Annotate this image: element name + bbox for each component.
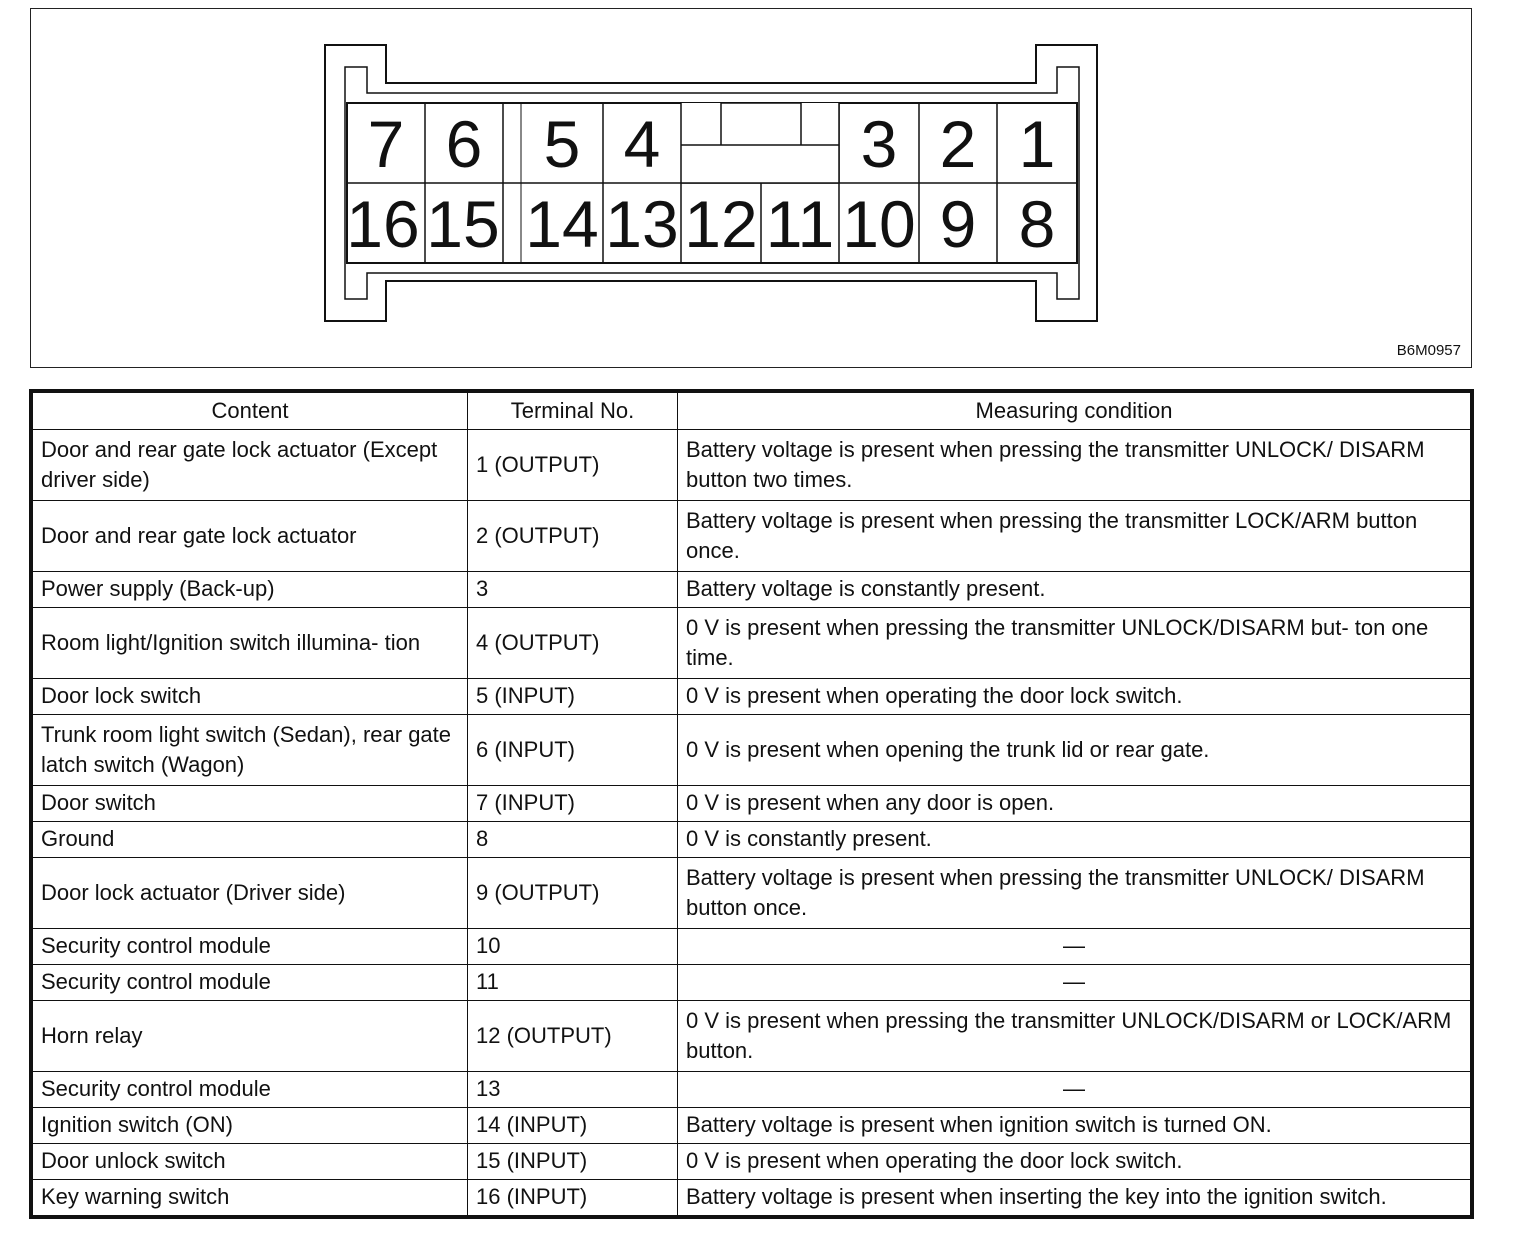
pin-label: 3: [860, 107, 898, 181]
terminal-cell: 3: [468, 571, 678, 607]
content-cell: Horn relay: [33, 1000, 468, 1071]
pin-label: 12: [684, 187, 758, 261]
table-row: [33, 714, 1471, 785]
pin-label: 8: [1018, 187, 1056, 261]
condition-cell: Battery voltage is present when pressing the transmitter UNLOCK/ DISARM button two times.: [678, 430, 1471, 501]
pin-label: 4: [623, 107, 661, 181]
header-terminal: Terminal No.: [468, 393, 678, 430]
terminal-cell: 12 (OUTPUT): [468, 1000, 678, 1071]
table-row: [33, 571, 1471, 607]
content-cell: Security control module: [33, 928, 468, 964]
terminal-cell: 9 (OUTPUT): [468, 857, 678, 928]
pin-label: 2: [939, 107, 977, 181]
condition-cell: 0 V is present when operating the door lock switch.: [678, 1143, 1471, 1179]
terminal-cell: 16 (INPUT): [468, 1179, 678, 1215]
terminal-cell: 4 (OUTPUT): [468, 607, 678, 678]
content-cell: Door and rear gate lock actuator (Except driver side): [33, 430, 468, 501]
content-cell: Door lock switch: [33, 678, 468, 714]
content-cell: Ignition switch (ON): [33, 1107, 468, 1143]
table-row: [33, 1107, 1471, 1143]
terminal-cell: 8: [468, 821, 678, 857]
table-row: [33, 857, 1471, 928]
condition-cell: Battery voltage is present when pressing the transmitter LOCK/ARM button once.: [678, 500, 1471, 571]
condition-cell: Battery voltage is present when inserting the key into the ignition switch.: [678, 1179, 1471, 1215]
content-cell: Door lock actuator (Driver side): [33, 857, 468, 928]
condition-cell: —: [678, 1071, 1471, 1107]
terminal-cell: 10: [468, 928, 678, 964]
table-row: [33, 1071, 1471, 1107]
pin-label: 11: [765, 187, 835, 261]
content-cell: Trunk room light switch (Sedan), rear gate latch switch (Wagon): [33, 714, 468, 785]
pin-label: 1: [1018, 107, 1056, 181]
condition-cell: 0 V is present when pressing the transmitter UNLOCK/DISARM or LOCK/ARM button.: [678, 1000, 1471, 1071]
table-row: [33, 430, 1471, 501]
condition-cell: 0 V is present when any door is open.: [678, 785, 1471, 821]
pin-label: 15: [426, 187, 500, 261]
table-row: [33, 500, 1471, 571]
content-cell: Door switch: [33, 785, 468, 821]
pin-label: 9: [939, 187, 977, 261]
table-row: [33, 964, 1471, 1000]
header-condition: Measuring condition: [678, 393, 1471, 430]
condition-cell: Battery voltage is constantly present.: [678, 571, 1471, 607]
condition-cell: 0 V is present when operating the door lock switch.: [678, 678, 1471, 714]
table-row: [33, 821, 1471, 857]
content-cell: Power supply (Back-up): [33, 571, 468, 607]
header-content: Content: [33, 393, 468, 430]
pin-label: 6: [445, 107, 483, 181]
condition-cell: 0 V is present when pressing the transmitter UNLOCK/DISARM but- ton one time.: [678, 607, 1471, 678]
terminal-cell: 6 (INPUT): [468, 714, 678, 785]
content-cell: Ground: [33, 821, 468, 857]
content-cell: Room light/Ignition switch illumina- tion: [33, 607, 468, 678]
pin-label: 14: [525, 187, 599, 261]
pin-label: 13: [605, 187, 679, 261]
terminal-cell: 15 (INPUT): [468, 1143, 678, 1179]
terminal-cell: 7 (INPUT): [468, 785, 678, 821]
table-row: [33, 1000, 1471, 1071]
terminal-cell: 5 (INPUT): [468, 678, 678, 714]
content-cell: Door and rear gate lock actuator: [33, 500, 468, 571]
table-row: [33, 928, 1471, 964]
terminal-table: [29, 389, 1474, 1219]
condition-cell: 0 V is present when opening the trunk lid or rear gate.: [678, 714, 1471, 785]
connector-drawing: [31, 9, 1473, 369]
table-row: [33, 785, 1471, 821]
terminal-cell: 1 (OUTPUT): [468, 430, 678, 501]
pin-label: 5: [543, 107, 581, 181]
terminal-cell: 2 (OUTPUT): [468, 500, 678, 571]
content-cell: Door unlock switch: [33, 1143, 468, 1179]
condition-cell: —: [678, 964, 1471, 1000]
condition-cell: —: [678, 928, 1471, 964]
table-row: [33, 607, 1471, 678]
table-row: [33, 678, 1471, 714]
content-cell: Key warning switch: [33, 1179, 468, 1215]
pin-label: 10: [842, 187, 916, 261]
diagram-code: B6M0957: [1396, 342, 1461, 359]
table-row: [33, 1179, 1471, 1215]
terminal-cell: 13: [468, 1071, 678, 1107]
table-header-row: [33, 393, 1471, 430]
condition-cell: Battery voltage is present when pressing the transmitter UNLOCK/ DISARM button once.: [678, 857, 1471, 928]
content-cell: Security control module: [33, 1071, 468, 1107]
table-row: [33, 1143, 1471, 1179]
condition-cell: Battery voltage is present when ignition switch is turned ON.: [678, 1107, 1471, 1143]
pin-label: 7: [367, 107, 405, 181]
terminal-cell: 14 (INPUT): [468, 1107, 678, 1143]
terminal-cell: 11: [468, 964, 678, 1000]
condition-cell: 0 V is constantly present.: [678, 821, 1471, 857]
content-cell: Security control module: [33, 964, 468, 1000]
pin-label: 16: [346, 187, 420, 261]
connector-diagram: [30, 8, 1472, 368]
